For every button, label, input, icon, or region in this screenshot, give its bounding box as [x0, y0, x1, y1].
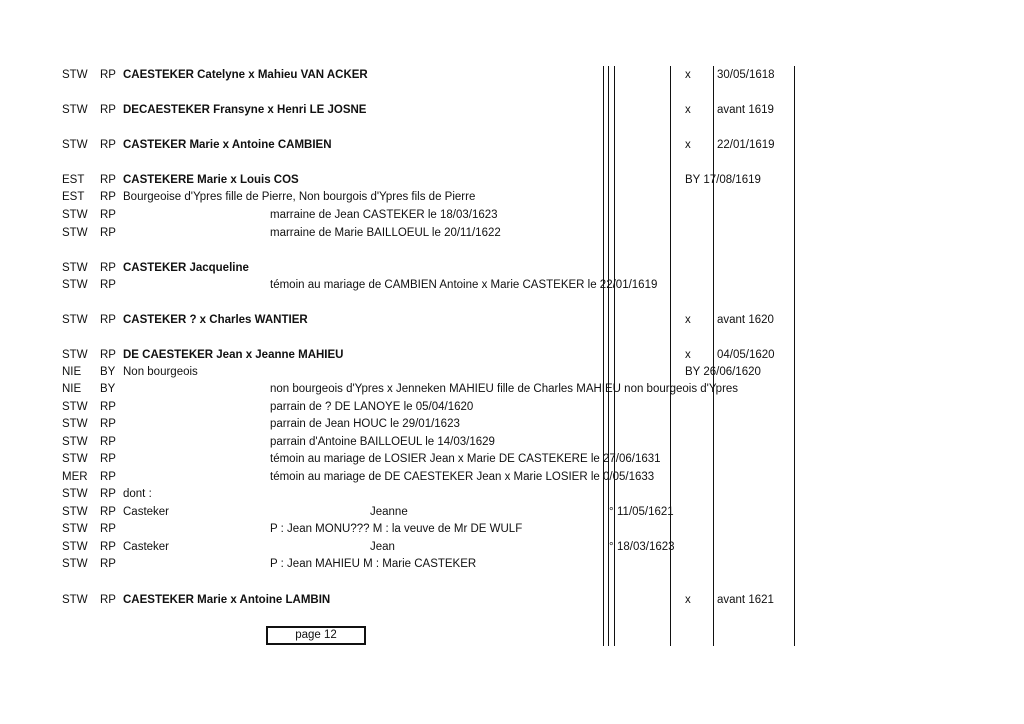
- cell-c6: °: [609, 506, 614, 518]
- cell-c1: STW: [62, 314, 88, 326]
- cell-c1: STW: [62, 139, 88, 151]
- cell-c1: STW: [62, 523, 88, 535]
- cell-c2: RP: [100, 314, 116, 326]
- cell-c1: STW: [62, 262, 88, 274]
- vertical-rule: [713, 66, 714, 646]
- cell-c1: STW: [62, 594, 88, 606]
- cell-c2: RP: [100, 436, 116, 448]
- cell-c9: avant 1621: [717, 594, 774, 606]
- page-number-box: [266, 626, 366, 645]
- cell-c4: marraine de Marie BAILLOEUL le 20/11/1622: [270, 227, 501, 239]
- cell-c5: Jeanne: [370, 506, 408, 518]
- cell-c8: x: [685, 594, 691, 606]
- cell-c4: témoin au mariage de DE CAESTEKER Jean x Marie LOSIER le 0/05/1633: [270, 471, 655, 483]
- cell-c4: P : Jean MONU??? M : la veuve de Mr DE WULF: [270, 523, 523, 535]
- cell-c2: RP: [100, 191, 116, 203]
- cell-c1: STW: [62, 488, 88, 500]
- vertical-rule: [614, 66, 615, 646]
- cell-c4: parrain de ? DE LANOYE le 05/04/1620: [270, 401, 474, 413]
- cell-c1: STW: [62, 453, 88, 465]
- cell-c7: 18/03/1623: [617, 541, 675, 553]
- cell-c2: RP: [100, 69, 116, 81]
- cell-c4: non bourgeois d'Ypres x Jenneken MAHIEU fille de Charles MAHIEU non bourgeois d'Ypres: [270, 383, 739, 395]
- cell-c5: Jean: [370, 541, 395, 553]
- cell-c3: Bourgeoise d'Ypres fille de Pierre, Non bourgois d'Ypres fils de Pierre: [123, 191, 476, 203]
- cell-c1: STW: [62, 104, 88, 116]
- cell-c2: RP: [100, 279, 116, 291]
- page-number-label: page 12: [295, 629, 337, 641]
- cell-c2: RP: [100, 349, 116, 361]
- cell-c2: RP: [100, 227, 116, 239]
- cell-c2: RP: [100, 506, 116, 518]
- cell-c2: RP: [100, 453, 116, 465]
- cell-c2: RP: [100, 558, 116, 570]
- cell-c3: CASTEKER ? x Charles WANTIER: [123, 314, 308, 326]
- cell-c1: STW: [62, 506, 88, 518]
- cell-c3: CAESTEKER Catelyne x Mahieu VAN ACKER: [123, 69, 368, 81]
- cell-c8: x: [685, 314, 691, 326]
- cell-c9: 30/05/1618: [717, 69, 775, 81]
- cell-c1: STW: [62, 227, 88, 239]
- cell-c3: CAESTEKER Marie x Antoine LAMBIN: [123, 594, 331, 606]
- cell-c2: RP: [100, 541, 116, 553]
- cell-c1: STW: [62, 69, 88, 81]
- cell-c2: RP: [100, 174, 116, 186]
- cell-c8: BY 17/08/1619: [685, 174, 761, 186]
- cell-c3: DE CAESTEKER Jean x Jeanne MAHIEU: [123, 349, 344, 361]
- cell-c2: RP: [100, 104, 116, 116]
- cell-c1: NIE: [62, 366, 82, 378]
- cell-c2: RP: [100, 418, 116, 430]
- cell-c9: avant 1619: [717, 104, 774, 116]
- cell-c3: Non bourgeois: [123, 366, 198, 378]
- cell-c4: parrain de Jean HOUC le 29/01/1623: [270, 418, 460, 430]
- cell-c2: RP: [100, 471, 116, 483]
- cell-c1: STW: [62, 209, 88, 221]
- cell-c3: CASTEKERE Marie x Louis COS: [123, 174, 299, 186]
- cell-c7: 11/05/1621: [617, 506, 674, 518]
- cell-c3: CASTEKER Marie x Antoine CAMBIEN: [123, 139, 332, 151]
- cell-c4: témoin au mariage de CAMBIEN Antoine x Marie CASTEKER le 22/01/1619: [270, 279, 658, 291]
- cell-c1: STW: [62, 558, 88, 570]
- cell-c3: CASTEKER Jacqueline: [123, 262, 249, 274]
- cell-c8: x: [685, 104, 691, 116]
- cell-c1: STW: [62, 418, 88, 430]
- cell-c1: STW: [62, 436, 88, 448]
- cell-c4: parrain d'Antoine BAILLOEUL le 14/03/1629: [270, 436, 495, 448]
- cell-c1: STW: [62, 349, 88, 361]
- cell-c8: BY 26/06/1620: [685, 366, 761, 378]
- vertical-rule: [794, 66, 795, 646]
- cell-c1: EST: [62, 174, 85, 186]
- cell-c8: x: [685, 69, 691, 81]
- cell-c3: DECAESTEKER Fransyne x Henri LE JOSNE: [123, 104, 367, 116]
- cell-c2: BY: [100, 383, 116, 395]
- cell-c1: STW: [62, 401, 88, 413]
- cell-c9: 22/01/1619: [717, 139, 775, 151]
- cell-c2: RP: [100, 488, 116, 500]
- vertical-rule: [608, 66, 609, 646]
- cell-c4: P : Jean MAHIEU M : Marie CASTEKER: [270, 558, 477, 570]
- cell-c1: STW: [62, 279, 88, 291]
- cell-c3: Casteker: [123, 541, 170, 553]
- cell-c2: RP: [100, 523, 116, 535]
- cell-c1: STW: [62, 541, 88, 553]
- cell-c3: dont :: [123, 488, 152, 500]
- cell-c2: BY: [100, 366, 116, 378]
- cell-c1: NIE: [62, 383, 82, 395]
- cell-c4: marraine de Jean CASTEKER le 18/03/1623: [270, 209, 498, 221]
- cell-c1: EST: [62, 191, 85, 203]
- cell-c1: MER: [62, 471, 88, 483]
- cell-c2: RP: [100, 139, 116, 151]
- cell-c2: RP: [100, 401, 116, 413]
- cell-c4: témoin au mariage de LOSIER Jean x Marie DE CASTEKERE le 27/06/1631: [270, 453, 661, 465]
- vertical-rule: [603, 66, 604, 646]
- cell-c2: RP: [100, 209, 116, 221]
- cell-c8: x: [685, 349, 691, 361]
- cell-c9: 04/05/1620: [717, 349, 775, 361]
- cell-c6: °: [609, 541, 614, 553]
- vertical-rule: [670, 66, 671, 646]
- cell-c3: Casteker: [123, 506, 170, 518]
- cell-c9: avant 1620: [717, 314, 774, 326]
- cell-c2: RP: [100, 262, 116, 274]
- cell-c8: x: [685, 139, 691, 151]
- cell-c2: RP: [100, 594, 116, 606]
